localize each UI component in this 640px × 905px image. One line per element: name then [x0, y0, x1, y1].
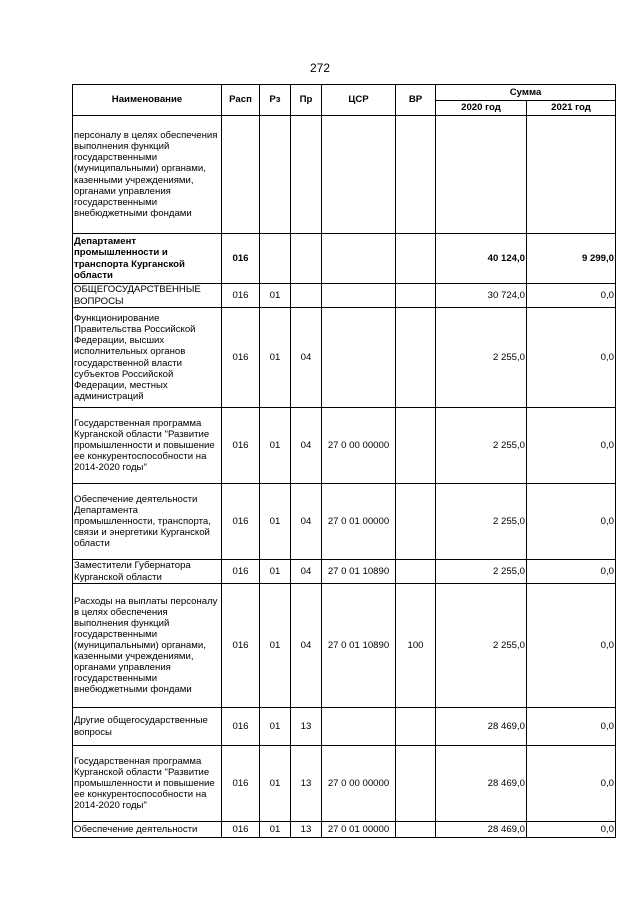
cell-rz: 01	[260, 308, 291, 408]
cell-csr	[322, 308, 396, 408]
cell-2020: 2 255,0	[436, 560, 527, 584]
cell-rasp: 016	[222, 484, 260, 560]
cell-csr	[322, 234, 396, 284]
cell-rz	[260, 234, 291, 284]
cell-2021: 0,0	[527, 284, 616, 308]
cell-csr: 27 0 01 10890	[322, 560, 396, 584]
cell-vr	[396, 284, 436, 308]
cell-rz: 01	[260, 484, 291, 560]
cell-2021: 0,0	[527, 708, 616, 746]
cell-rz: 01	[260, 822, 291, 838]
table-row	[73, 708, 616, 746]
cell-pr	[291, 284, 322, 308]
cell-rasp: 016	[222, 308, 260, 408]
cell-vr: 100	[396, 584, 436, 708]
header-sum: Сумма	[436, 85, 616, 101]
cell-2020: 2 255,0	[436, 484, 527, 560]
cell-csr: 27 0 01 00000	[322, 484, 396, 560]
cell-name: Функционирование Правительства Российской Федерации, высших исполнительных органов государственной власти субъектов Российской Федерации, местных администраций	[73, 308, 222, 408]
cell-2020: 30 724,0	[436, 284, 527, 308]
table-row	[73, 584, 616, 708]
cell-name: Другие общегосударственные вопросы	[73, 708, 222, 746]
cell-2020: 2 255,0	[436, 584, 527, 708]
table-row	[73, 746, 616, 822]
cell-name: Обеспечение деятельности	[73, 822, 222, 838]
header-year-2021: 2021 год	[527, 101, 616, 116]
cell-vr	[396, 116, 436, 234]
cell-pr: 04	[291, 484, 322, 560]
header-name: Наименование	[73, 85, 222, 116]
cell-2020: 2 255,0	[436, 408, 527, 484]
cell-name: Государственная программа Курганской области "Развитие промышленности и повышение ее конкурентоспособности на 2014-2020 годы"	[73, 746, 222, 822]
header-pr: Пр	[291, 85, 322, 116]
cell-csr	[322, 708, 396, 746]
cell-vr	[396, 560, 436, 584]
cell-2020	[436, 116, 527, 234]
cell-name: Расходы на выплаты персоналу в целях обеспечения выполнения функций государственными (муниципальными) органами, казенными учреждениями, органами управления государственными внебюджетными фондами	[73, 584, 222, 708]
cell-csr	[322, 284, 396, 308]
cell-2021: 0,0	[527, 822, 616, 838]
header-rz: Рз	[260, 85, 291, 116]
cell-rasp	[222, 116, 260, 234]
cell-rasp: 016	[222, 584, 260, 708]
cell-csr: 27 0 00 00000	[322, 408, 396, 484]
table-row	[73, 484, 616, 560]
cell-vr	[396, 408, 436, 484]
cell-rz: 01	[260, 708, 291, 746]
header-rasp: Расп	[222, 85, 260, 116]
cell-name: Государственная программа Курганской области "Развитие промышленности и повышение ее конкурентоспособности на 2014-2020 годы"	[73, 408, 222, 484]
cell-vr	[396, 234, 436, 284]
cell-rasp: 016	[222, 708, 260, 746]
cell-2020: 2 255,0	[436, 308, 527, 408]
cell-rasp: 016	[222, 746, 260, 822]
cell-rasp: 016	[222, 560, 260, 584]
table-row	[73, 560, 616, 584]
cell-2020: 28 469,0	[436, 708, 527, 746]
table-row	[73, 308, 616, 408]
cell-2021: 0,0	[527, 484, 616, 560]
page-number: 272	[309, 61, 331, 75]
cell-2021: 0,0	[527, 746, 616, 822]
cell-pr: 13	[291, 822, 322, 838]
cell-2020: 40 124,0	[436, 234, 527, 284]
cell-pr: 13	[291, 746, 322, 822]
cell-2021: 0,0	[527, 408, 616, 484]
table-row	[73, 408, 616, 484]
table-row	[73, 234, 616, 284]
cell-csr: 27 0 00 00000	[322, 746, 396, 822]
cell-csr: 27 0 01 00000	[322, 822, 396, 838]
cell-vr	[396, 484, 436, 560]
cell-csr: 27 0 01 10890	[322, 584, 396, 708]
cell-csr	[322, 116, 396, 234]
cell-2021: 0,0	[527, 584, 616, 708]
cell-vr	[396, 308, 436, 408]
cell-vr	[396, 708, 436, 746]
cell-name: ОБЩЕГОСУДАРСТВЕННЫЕ ВОПРОСЫ	[73, 284, 222, 308]
table-row	[73, 284, 616, 308]
cell-rz: 01	[260, 560, 291, 584]
cell-rasp: 016	[222, 822, 260, 838]
cell-pr	[291, 234, 322, 284]
cell-pr: 04	[291, 560, 322, 584]
cell-pr: 04	[291, 308, 322, 408]
cell-2020: 28 469,0	[436, 822, 527, 838]
cell-pr: 04	[291, 408, 322, 484]
cell-name: Заместители Губернатора Курганской области	[73, 560, 222, 584]
cell-rz: 01	[260, 584, 291, 708]
cell-name: Обеспечение деятельности Департамента промышленности, транспорта, связи и энергетики Курганской области	[73, 484, 222, 560]
cell-vr	[396, 746, 436, 822]
cell-pr	[291, 116, 322, 234]
cell-2021	[527, 116, 616, 234]
budget-table	[72, 84, 616, 838]
cell-rasp: 016	[222, 408, 260, 484]
cell-2021: 0,0	[527, 560, 616, 584]
cell-name: Департамент промышленности и транспорта Курганской области	[73, 234, 222, 284]
cell-pr: 04	[291, 584, 322, 708]
cell-2021: 9 299,0	[527, 234, 616, 284]
table-body	[73, 116, 616, 838]
cell-name: персоналу в целях обеспечения выполнения функций государственными (муниципальными) органами, казенными учреждениями, органами управления государственными внебюджетными фондами	[73, 116, 222, 234]
cell-rz	[260, 116, 291, 234]
cell-rz: 01	[260, 746, 291, 822]
cell-rasp: 016	[222, 284, 260, 308]
cell-2021: 0,0	[527, 308, 616, 408]
cell-2020: 28 469,0	[436, 746, 527, 822]
cell-vr	[396, 822, 436, 838]
cell-rasp: 016	[222, 234, 260, 284]
table-row	[73, 116, 616, 234]
cell-rz: 01	[260, 284, 291, 308]
header-year-2020: 2020 год	[436, 101, 527, 116]
cell-pr: 13	[291, 708, 322, 746]
header-csr: ЦСР	[322, 85, 396, 116]
header-vr: ВР	[396, 85, 436, 116]
cell-rz: 01	[260, 408, 291, 484]
table-row	[73, 822, 616, 838]
